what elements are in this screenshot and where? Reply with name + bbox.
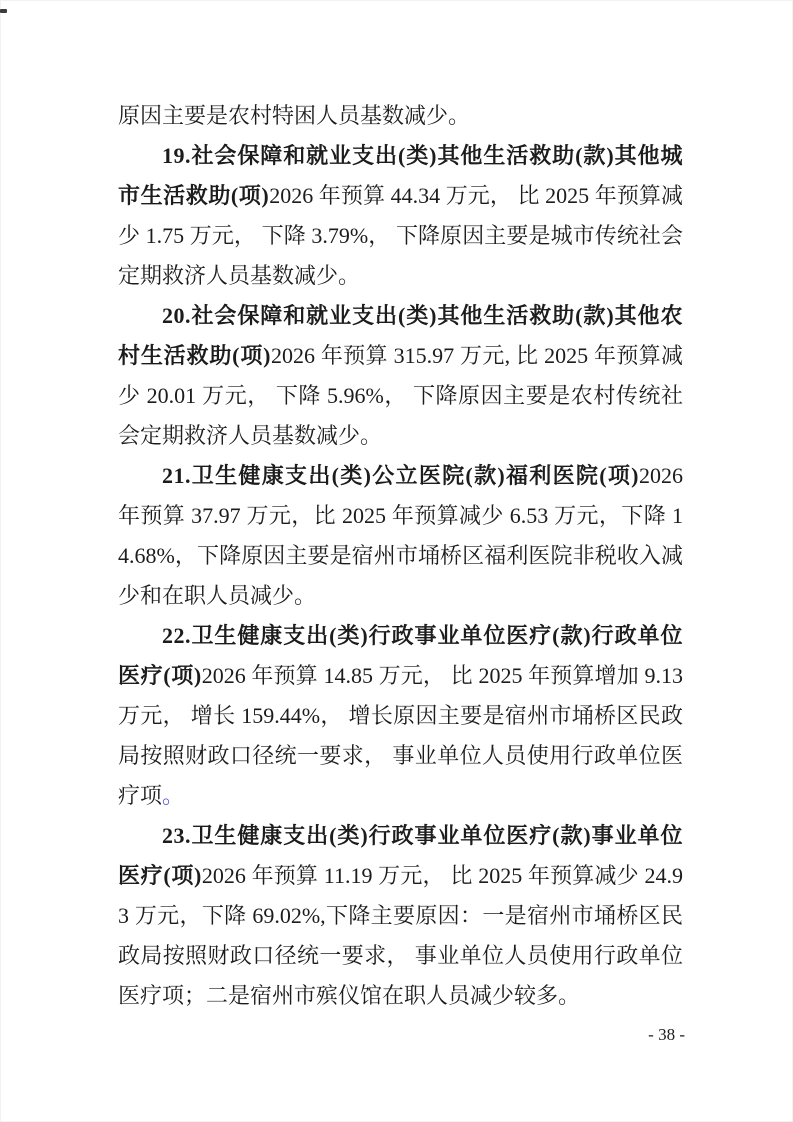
para-20 — [118, 296, 683, 456]
paragraph-body-text: 原因主要是农村特困人员基数减少。 — [118, 103, 471, 128]
paragraph-body-text: 2026 年预算 44.34 万元， 比 2025 年预算减少 1.75 万元， 下降 3.79%， 下降原因主要是城市传统社会定期救济人员基数减少。 — [118, 183, 683, 288]
page-number: - 38 - — [648, 1025, 685, 1044]
paragraph-body-text: 2026 年预算 14.85 万元， 比 2025 年预算增加 9.13 万元， 增长 159.44%， 增长原因主要是宿州市埇桥区民政局按照财政口径统一要求， 事业单位人员使用行政单位医疗项 — [118, 663, 683, 808]
paragraph-heading-text: 23.卫生健康支出(类)行政事业单位医疗(款)事业单位医疗(项) — [118, 823, 683, 888]
paragraph-body-text: 2026 年预算 315.97 万元, 比 2025 年预算减少 20.01 万元， 下降 5.96%， 下降原因主要是农村传统社会定期救济人员基数减少。 — [118, 343, 683, 448]
paragraph-heading-text: 21.卫生健康支出(类)公立医院(款)福利医院(项) — [162, 463, 639, 488]
para-19 — [118, 136, 683, 296]
paragraph-heading-text: 19.社会保障和就业支出(类)其他生活救助(款)其他城市生活救助(项) — [118, 143, 683, 208]
paragraph-heading-text: 22.卫生健康支出(类)行政事业单位医疗(款)行政单位医疗(项) — [118, 623, 683, 688]
paragraph-body-text: 2026 年预算 37.97 万元，比 2025 年预算减少 6.53 万元，下降 14.68%，下降原因主要是宿州市埇桥区福利医院非税收入减少和在职人员减少。 — [118, 463, 683, 608]
paragraph-heading-text: 20.社会保障和就业支出(类)其他生活救助(款)其他农村生活救助(项) — [118, 303, 683, 368]
para-22 — [118, 616, 683, 816]
paragraph-body-text: 。 — [162, 783, 185, 808]
para-21 — [118, 456, 683, 616]
paragraph-body-text: 2026 年预算 11.19 万元， 比 2025 年预算减少 24.93 万元，下降 69.02%,下降主要原因：一是宿州市埇桥区民政局按照财政口径统一要求， 事业单位人员使用行政单位医疗项；二是宿州市殡仪馆在职人员减少较多。 — [118, 863, 684, 1008]
para-23 — [118, 816, 683, 1016]
para-18-continuation — [118, 96, 683, 136]
